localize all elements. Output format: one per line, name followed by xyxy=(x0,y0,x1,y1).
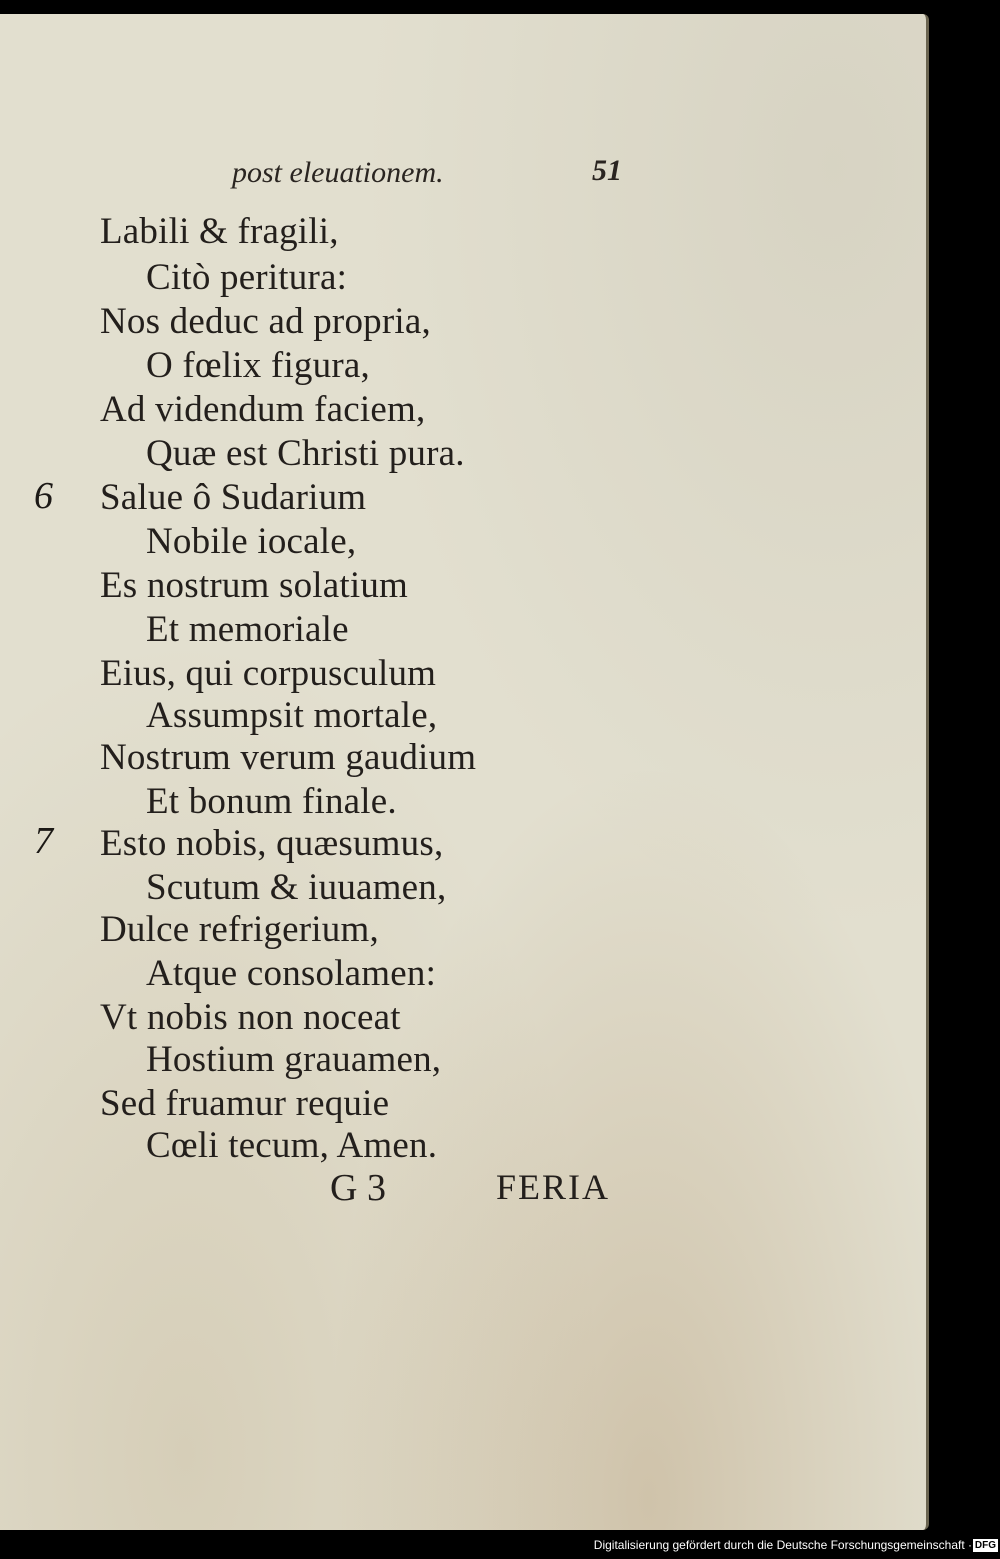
verse-line: Salue ô Sudarium xyxy=(100,477,367,518)
book-page xyxy=(0,14,929,1530)
signature-mark: G 3 xyxy=(330,1167,386,1209)
verse-line: Vt nobis non noceat xyxy=(100,997,401,1038)
verse-line: Quæ est Christi pura. xyxy=(146,433,465,474)
verse-line: Cœli tecum, Amen. xyxy=(146,1125,438,1166)
dfg-logo: DFG xyxy=(974,1540,996,1551)
verse-line: O fœlix figura, xyxy=(146,345,370,386)
verse-line: Es nostrum solatium xyxy=(100,565,409,606)
running-head: post eleuationem. xyxy=(232,156,444,189)
verse-line: Citò peritura: xyxy=(146,257,348,298)
verse-line: Et memoriale xyxy=(146,609,349,650)
stanza-number-6: 6 xyxy=(34,475,53,517)
stanza-number-7: 7 xyxy=(34,820,53,862)
verse-line: Nostrum verum gaudium xyxy=(100,737,477,778)
verse-line: Nobile iocale, xyxy=(146,521,357,562)
catchword: FERIA xyxy=(496,1167,611,1207)
verse-line: Esto nobis, quæsumus, xyxy=(100,823,444,864)
page-number: 51 xyxy=(592,154,622,187)
verse-line: Nos deduc ad propria, xyxy=(100,301,431,342)
verse-line: Dulce refrigerium, xyxy=(100,909,379,950)
verse-line: Eius, qui corpusculum xyxy=(100,653,437,694)
verse-line: Sed fruamur requie xyxy=(100,1083,390,1124)
verse-line: Ad videndum faciem, xyxy=(100,389,426,430)
verse-line: Labili & fragili, xyxy=(100,211,339,252)
verse-line: Et bonum finale. xyxy=(146,781,397,822)
digitization-credit: Digitalisierung gefördert durch die Deutsche Forschungsgemeinschaft · xyxy=(593,1538,972,1552)
verse-line: Assumpsit mortale, xyxy=(146,695,438,736)
verse-line: Hostium grauamen, xyxy=(146,1039,442,1080)
verse-line: Atque consolamen: xyxy=(146,953,437,994)
verse-line: Scutum & iuuamen, xyxy=(146,867,447,908)
